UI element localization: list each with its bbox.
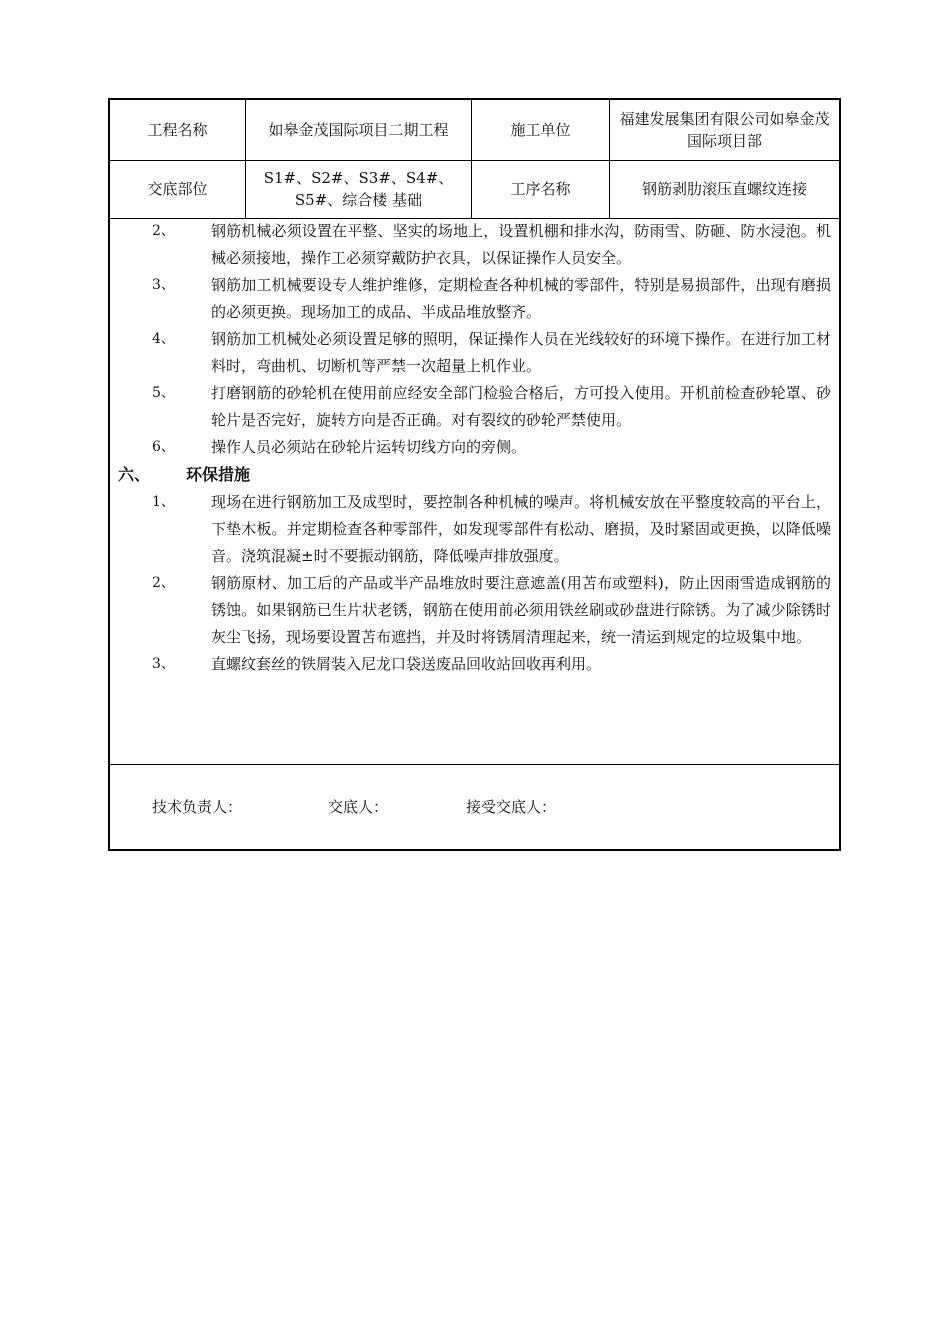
process-label: 工序名称 bbox=[471, 160, 609, 218]
item-number: 1、 bbox=[152, 494, 175, 510]
item-number: 4、 bbox=[152, 331, 175, 347]
header-row-2 bbox=[110, 160, 839, 219]
signature-row bbox=[110, 764, 839, 849]
safety-item-4 bbox=[110, 326, 839, 380]
env-item-2 bbox=[110, 570, 839, 651]
section-title: 环保措施 bbox=[186, 465, 251, 484]
contractor-label: 施工单位 bbox=[471, 100, 609, 160]
disclosure-content bbox=[110, 218, 839, 678]
item-text: 打磨钢筋的砂轮机在使用前应经安全部门检验合格后，方可投入使用。开机前检查砂轮罩、砂轮片是否完好，旋转方向是否正确。对有裂纹的砂轮严禁使用。 bbox=[211, 384, 831, 429]
section-heading-env bbox=[110, 461, 839, 489]
tech-lead-signature-label: 技术负责人： bbox=[152, 798, 243, 816]
safety-item-5 bbox=[110, 380, 839, 434]
env-item-1 bbox=[110, 489, 839, 570]
section-number: 六、 bbox=[118, 465, 151, 484]
item-number: 5、 bbox=[152, 385, 175, 401]
item-number: 2、 bbox=[152, 223, 175, 239]
header-row-1 bbox=[110, 100, 839, 161]
project-name-label: 工程名称 bbox=[147, 121, 208, 139]
item-text: 直螺纹套丝的铁屑装入尼龙口袋送废品回收站回收再利用。 bbox=[211, 655, 602, 673]
item-text: 操作人员必须站在砂轮片运转切线方向的旁侧。 bbox=[211, 438, 527, 456]
receiver-signature-label: 接受交底人： bbox=[466, 798, 557, 816]
safety-item-2 bbox=[110, 218, 839, 272]
item-number: 3、 bbox=[152, 277, 175, 293]
safety-item-6 bbox=[110, 434, 839, 461]
env-item-3 bbox=[110, 651, 839, 678]
item-text: 钢筋加工机械要设专人维护维修，定期检查各种机械的零部件，特别是易损部件，出现有磨损的必须更换。现场加工的成品、半成品堆放整齐。 bbox=[211, 276, 831, 321]
item-text: 钢筋加工机械处必须设置足够的照明，保证操作人员在光线较好的环境下操作。在进行加工材料时，弯曲机、切断机等严禁一次超量上机作业。 bbox=[211, 330, 831, 375]
item-text: 钢筋机械必须设置在平整、坚实的场地上，设置机棚和排水沟，防雨雪、防砸、防水浸泡。机械必须接地，操作工必须穿戴防护衣具，以保证操作人员安全。 bbox=[211, 222, 831, 267]
discloser-signature-label: 交底人： bbox=[328, 798, 389, 816]
contractor-value: 福建发展集团有限公司如皋金茂国际项目部 bbox=[609, 100, 839, 160]
process-value: 钢筋剥肋滚压直螺纹连接 bbox=[609, 160, 839, 218]
safety-item-3 bbox=[110, 272, 839, 326]
location-value: S1#、S2#、S3#、S4#、S5#、综合楼 基础 bbox=[245, 160, 471, 218]
project-name-value: 如皋金茂国际项目二期工程 bbox=[245, 100, 471, 160]
item-text: 现场在进行钢筋加工及成型时，要控制各种机械的噪声。将机械安放在平整度较高的平台上，下垫木板。并定期检查各种零部件，如发现零部件有松动、磨损，及时紧固或更换，以降低噪音。浇筑混凝±时不要振动钢筋，降低噪声排放强度。 bbox=[211, 493, 831, 565]
item-number: 3、 bbox=[152, 656, 175, 672]
item-number: 2、 bbox=[152, 575, 175, 591]
item-number: 6、 bbox=[152, 439, 175, 455]
item-text: 钢筋原材、加工后的产品或半产品堆放时要注意遮盖(用苫布或塑料)，防止因雨雪造成钢筋的锈蚀。如果钢筋已生片状老锈，钢筋在使用前必须用铁丝刷或砂盘进行除锈。为了减少除锈时灰尘飞扬，现场要设置苫布遮挡，并及时将锈屑清理起来，统一清运到规定的垃圾集中地。 bbox=[211, 574, 831, 646]
disclosure-form bbox=[108, 98, 841, 851]
location-label: 交底部位 bbox=[147, 180, 208, 198]
